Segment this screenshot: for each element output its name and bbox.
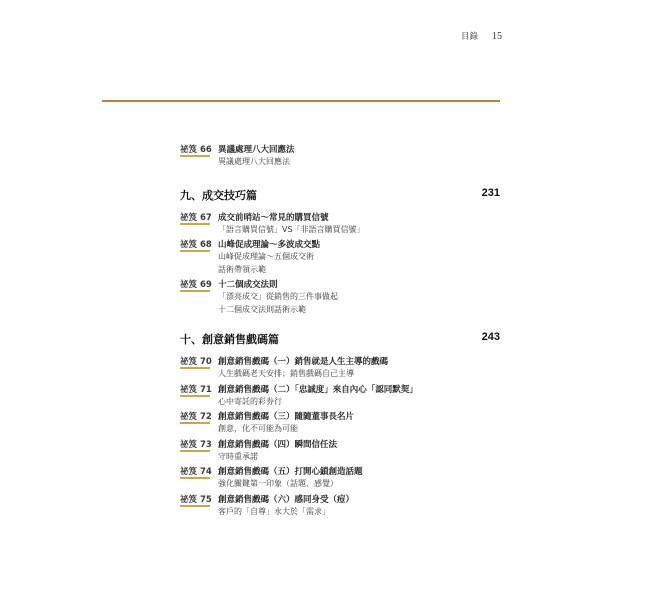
entry-tag: 祕笈 71 bbox=[180, 383, 218, 395]
entry-tag: 祕笈 67 bbox=[180, 211, 218, 223]
chapter-10-heading[interactable] bbox=[180, 331, 500, 347]
entry-subtitle: 守時重承諾 bbox=[218, 452, 258, 461]
entry-title: 創意銷售戲碼（二）「忠誠度」來自內心「認同默契」 bbox=[218, 385, 418, 395]
entry-tag: 祕笈 73 bbox=[180, 438, 218, 450]
entry-tag: 祕笈 68 bbox=[180, 238, 218, 250]
toc-entry-70[interactable] bbox=[180, 355, 500, 380]
entry-subtitle: 話術帶領示範 bbox=[218, 265, 266, 274]
running-header bbox=[461, 30, 502, 42]
entry-subtitle: 「語言購買信號」VS「非語言購買信號」 bbox=[218, 225, 365, 234]
entry-subtitle: 客戶的「自尊」永大於「需求」 bbox=[218, 507, 330, 516]
entry-title: 山峰促成理論～多波成交點 bbox=[218, 240, 321, 250]
entry-tag: 祕笈 72 bbox=[180, 410, 218, 422]
toc-entry-69[interactable] bbox=[180, 278, 500, 316]
entry-subtitle: 創意，化不可能為可能 bbox=[218, 424, 298, 433]
entry-subtitle: 十二個成交法則話術示範 bbox=[218, 305, 306, 314]
chapter-page: 243 bbox=[481, 331, 500, 343]
entry-title: 創意銷售戲碼（三）隨隨董事長名片 bbox=[218, 412, 355, 422]
entry-title: 創意銷售戲碼（五）打開心鎖創造話題 bbox=[218, 467, 363, 477]
chapter-title: 九、成交技巧篇 bbox=[180, 189, 257, 202]
entry-title: 創意銷售戲碼（一）銷售就是人生主導的戲碼 bbox=[218, 357, 389, 367]
entry-subtitle: 山峰促成理論～五個成交術 bbox=[218, 252, 314, 261]
entry-tag: 祕笈 69 bbox=[180, 278, 218, 290]
entry-title: 十二個成交法則 bbox=[218, 280, 278, 290]
entry-tag: 祕笈 75 bbox=[180, 493, 218, 505]
entry-tag: 祕笈 66 bbox=[180, 143, 218, 155]
toc-entry-68[interactable] bbox=[180, 238, 500, 276]
toc-entry-74[interactable] bbox=[180, 465, 500, 490]
entry-title: 創意銷售戲碼（六）感同身受（痘） bbox=[218, 495, 355, 505]
entry-title: 創意銷售戲碼（四）瞬間信任法 bbox=[218, 440, 338, 450]
entry-title: 成交前哨站～常見的購買信號 bbox=[218, 213, 329, 223]
toc-entry-67[interactable] bbox=[180, 211, 500, 236]
entry-subtitle: 強化關鍵第一印象（話題、感覺） bbox=[218, 479, 338, 488]
chapter-9-heading[interactable] bbox=[180, 187, 500, 203]
toc-entry-71[interactable] bbox=[180, 383, 500, 408]
entry-subtitle: 「漂亮成交」從銷售的三件事做起 bbox=[218, 292, 338, 301]
toc-entry-66[interactable] bbox=[180, 143, 500, 168]
header-label: 目錄 bbox=[460, 32, 478, 42]
page-number: 15 bbox=[492, 31, 502, 42]
entry-tag: 祕笈 74 bbox=[180, 465, 218, 477]
entry-subtitle: 人生戲碼老天安排；銷售戲碼自己主導 bbox=[218, 369, 354, 378]
chapter-title: 十、創意銷售戲碼篇 bbox=[180, 333, 279, 346]
chapter-page: 231 bbox=[481, 187, 500, 199]
toc-entry-72[interactable] bbox=[180, 410, 500, 435]
toc-entry-75[interactable] bbox=[180, 493, 500, 518]
toc-entry-73[interactable] bbox=[180, 438, 500, 463]
entry-subtitle: 異議處理八大回應法 bbox=[218, 157, 290, 166]
entry-tag: 祕笈 70 bbox=[180, 355, 218, 367]
gold-divider bbox=[102, 100, 500, 102]
entry-title: 異議處理八大回應法 bbox=[218, 145, 295, 155]
entry-subtitle: 心中寄託的彩券行 bbox=[218, 397, 282, 406]
